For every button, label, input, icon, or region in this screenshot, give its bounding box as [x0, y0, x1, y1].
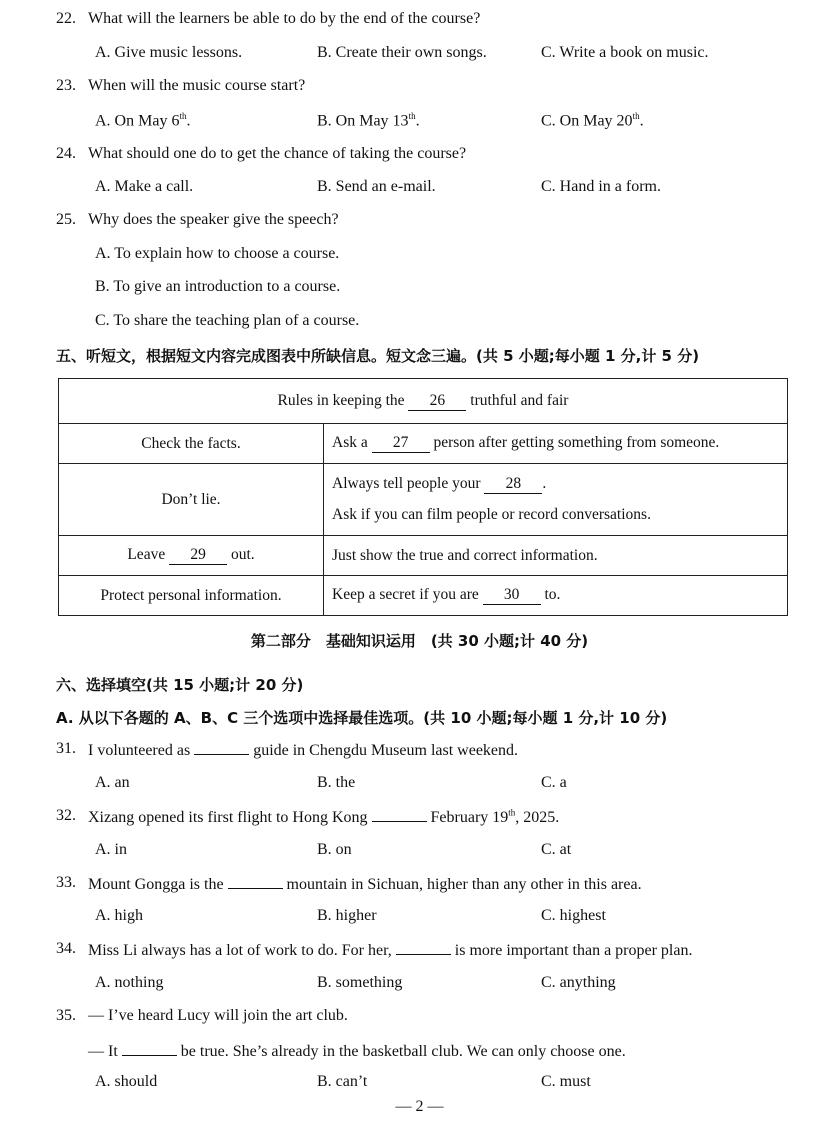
q24-option-c: C. Hand in a form. [541, 178, 661, 195]
q32-option-b: B. on [317, 841, 352, 858]
q34-option-a: A. nothing [95, 974, 164, 991]
q22-option-c: C. Write a book on music. [541, 44, 709, 61]
row4-left: Protect personal information. [59, 576, 324, 616]
q35-option-c: C. must [541, 1073, 591, 1090]
row4-right: Keep a secret if you are 30 to. [324, 576, 788, 616]
q23-option-c: C. On May 20th. [541, 111, 644, 130]
blank-27: 27 [372, 434, 430, 453]
section6-title: 六、选择填空(共 15 小题;计 20 分) [56, 676, 304, 694]
q32-option-c: C. at [541, 841, 572, 858]
q34-option-b: B. something [317, 974, 403, 991]
q33-option-c: C. highest [541, 907, 606, 924]
q32-number: 32. [56, 807, 76, 824]
q34-option-c: C. anything [541, 974, 616, 991]
section5-title: 五、听短文，根据短文内容完成图表中所缺信息。短文念三遍。(共 5 小题;每小题 1 分,计 5 分) [56, 347, 700, 365]
q35-option-b: B. can’t [317, 1073, 368, 1090]
q35-number: 35. [56, 1007, 76, 1024]
q25-option-b: B. To give an introduction to a course. [95, 278, 341, 295]
q22-text: What will the learners be able to do by the end of the course? [88, 10, 481, 27]
blank-29: 29 [169, 546, 227, 565]
q31-option-a: A. an [95, 774, 130, 791]
row3-left: Leave 29 out. [59, 536, 324, 576]
q22-option-a: A. Give music lessons. [95, 44, 243, 61]
q25-option-c: C. To share the teaching plan of a course. [95, 312, 360, 329]
rules-table [58, 378, 788, 616]
q24-option-a: A. Make a call. [95, 178, 194, 195]
section6-sub-a: A. 从以下各题的 A、B、C 三个选项中选择最佳选项。(共 10 小题;每小题 1 分,计 10 分) [56, 709, 668, 727]
q32-text: Xizang opened its first flight to Hong Kong February 19th, 2025. [88, 807, 560, 826]
q25-number: 25. [56, 211, 76, 228]
q33-number: 33. [56, 874, 76, 891]
q32-option-a: A. in [95, 841, 127, 858]
q35-option-a: A. should [95, 1073, 158, 1090]
page-number: — 2 — [395, 1098, 444, 1115]
row3-right: Just show the true and correct information. [324, 536, 788, 576]
part2-title: 第二部分 基础知识运用 (共 30 小题;计 40 分) [250, 632, 589, 650]
q35-line2: — It be true. She’s already in the basketball club. We can only choose one. [88, 1043, 626, 1060]
q33-text: Mount Gongga is the mountain in Sichuan, higher than any other in this area. [88, 876, 642, 893]
q23-option-b: B. On May 13th. [317, 111, 420, 130]
q31-number: 31. [56, 740, 76, 757]
row1-left: Check the facts. [59, 424, 324, 464]
q34-number: 34. [56, 940, 76, 957]
q33-option-b: B. higher [317, 907, 377, 924]
q33-option-a: A. high [95, 907, 143, 924]
row2-left: Don’t lie. [59, 464, 324, 536]
q31-option-b: B. the [317, 774, 356, 791]
q35-line1: — I’ve heard Lucy will join the art club. [88, 1007, 348, 1024]
q24-option-b: B. Send an e-mail. [317, 178, 436, 195]
q24-number: 24. [56, 145, 76, 162]
q34-text: Miss Li always has a lot of work to do. For her, is more important than a proper plan. [88, 942, 693, 959]
q31-option-c: C. a [541, 774, 567, 791]
blank-28: 28 [484, 475, 542, 494]
q23-text: When will the music course start? [88, 77, 306, 94]
q25-text: Why does the speaker give the speech? [88, 211, 339, 228]
q23-number: 23. [56, 77, 76, 94]
q23-option-a: A. On May 6th. [95, 111, 191, 130]
q25-option-a: A. To explain how to choose a course. [95, 245, 340, 262]
q31-text: I volunteered as guide in Chengdu Museum last weekend. [88, 742, 519, 759]
q22-number: 22. [56, 10, 76, 27]
q22-option-b: B. Create their own songs. [317, 44, 487, 61]
q24-text: What should one do to get the chance of taking the course? [88, 145, 467, 162]
blank-30: 30 [483, 586, 541, 605]
blank-26: 26 [408, 392, 466, 411]
table-header: Rules in keeping the 26 truthful and fair [59, 379, 788, 424]
row2-right: Always tell people your 28 . Ask if you can film people or record conversations. [324, 464, 788, 536]
row1-right: Ask a 27 person after getting something from someone. [324, 424, 788, 464]
